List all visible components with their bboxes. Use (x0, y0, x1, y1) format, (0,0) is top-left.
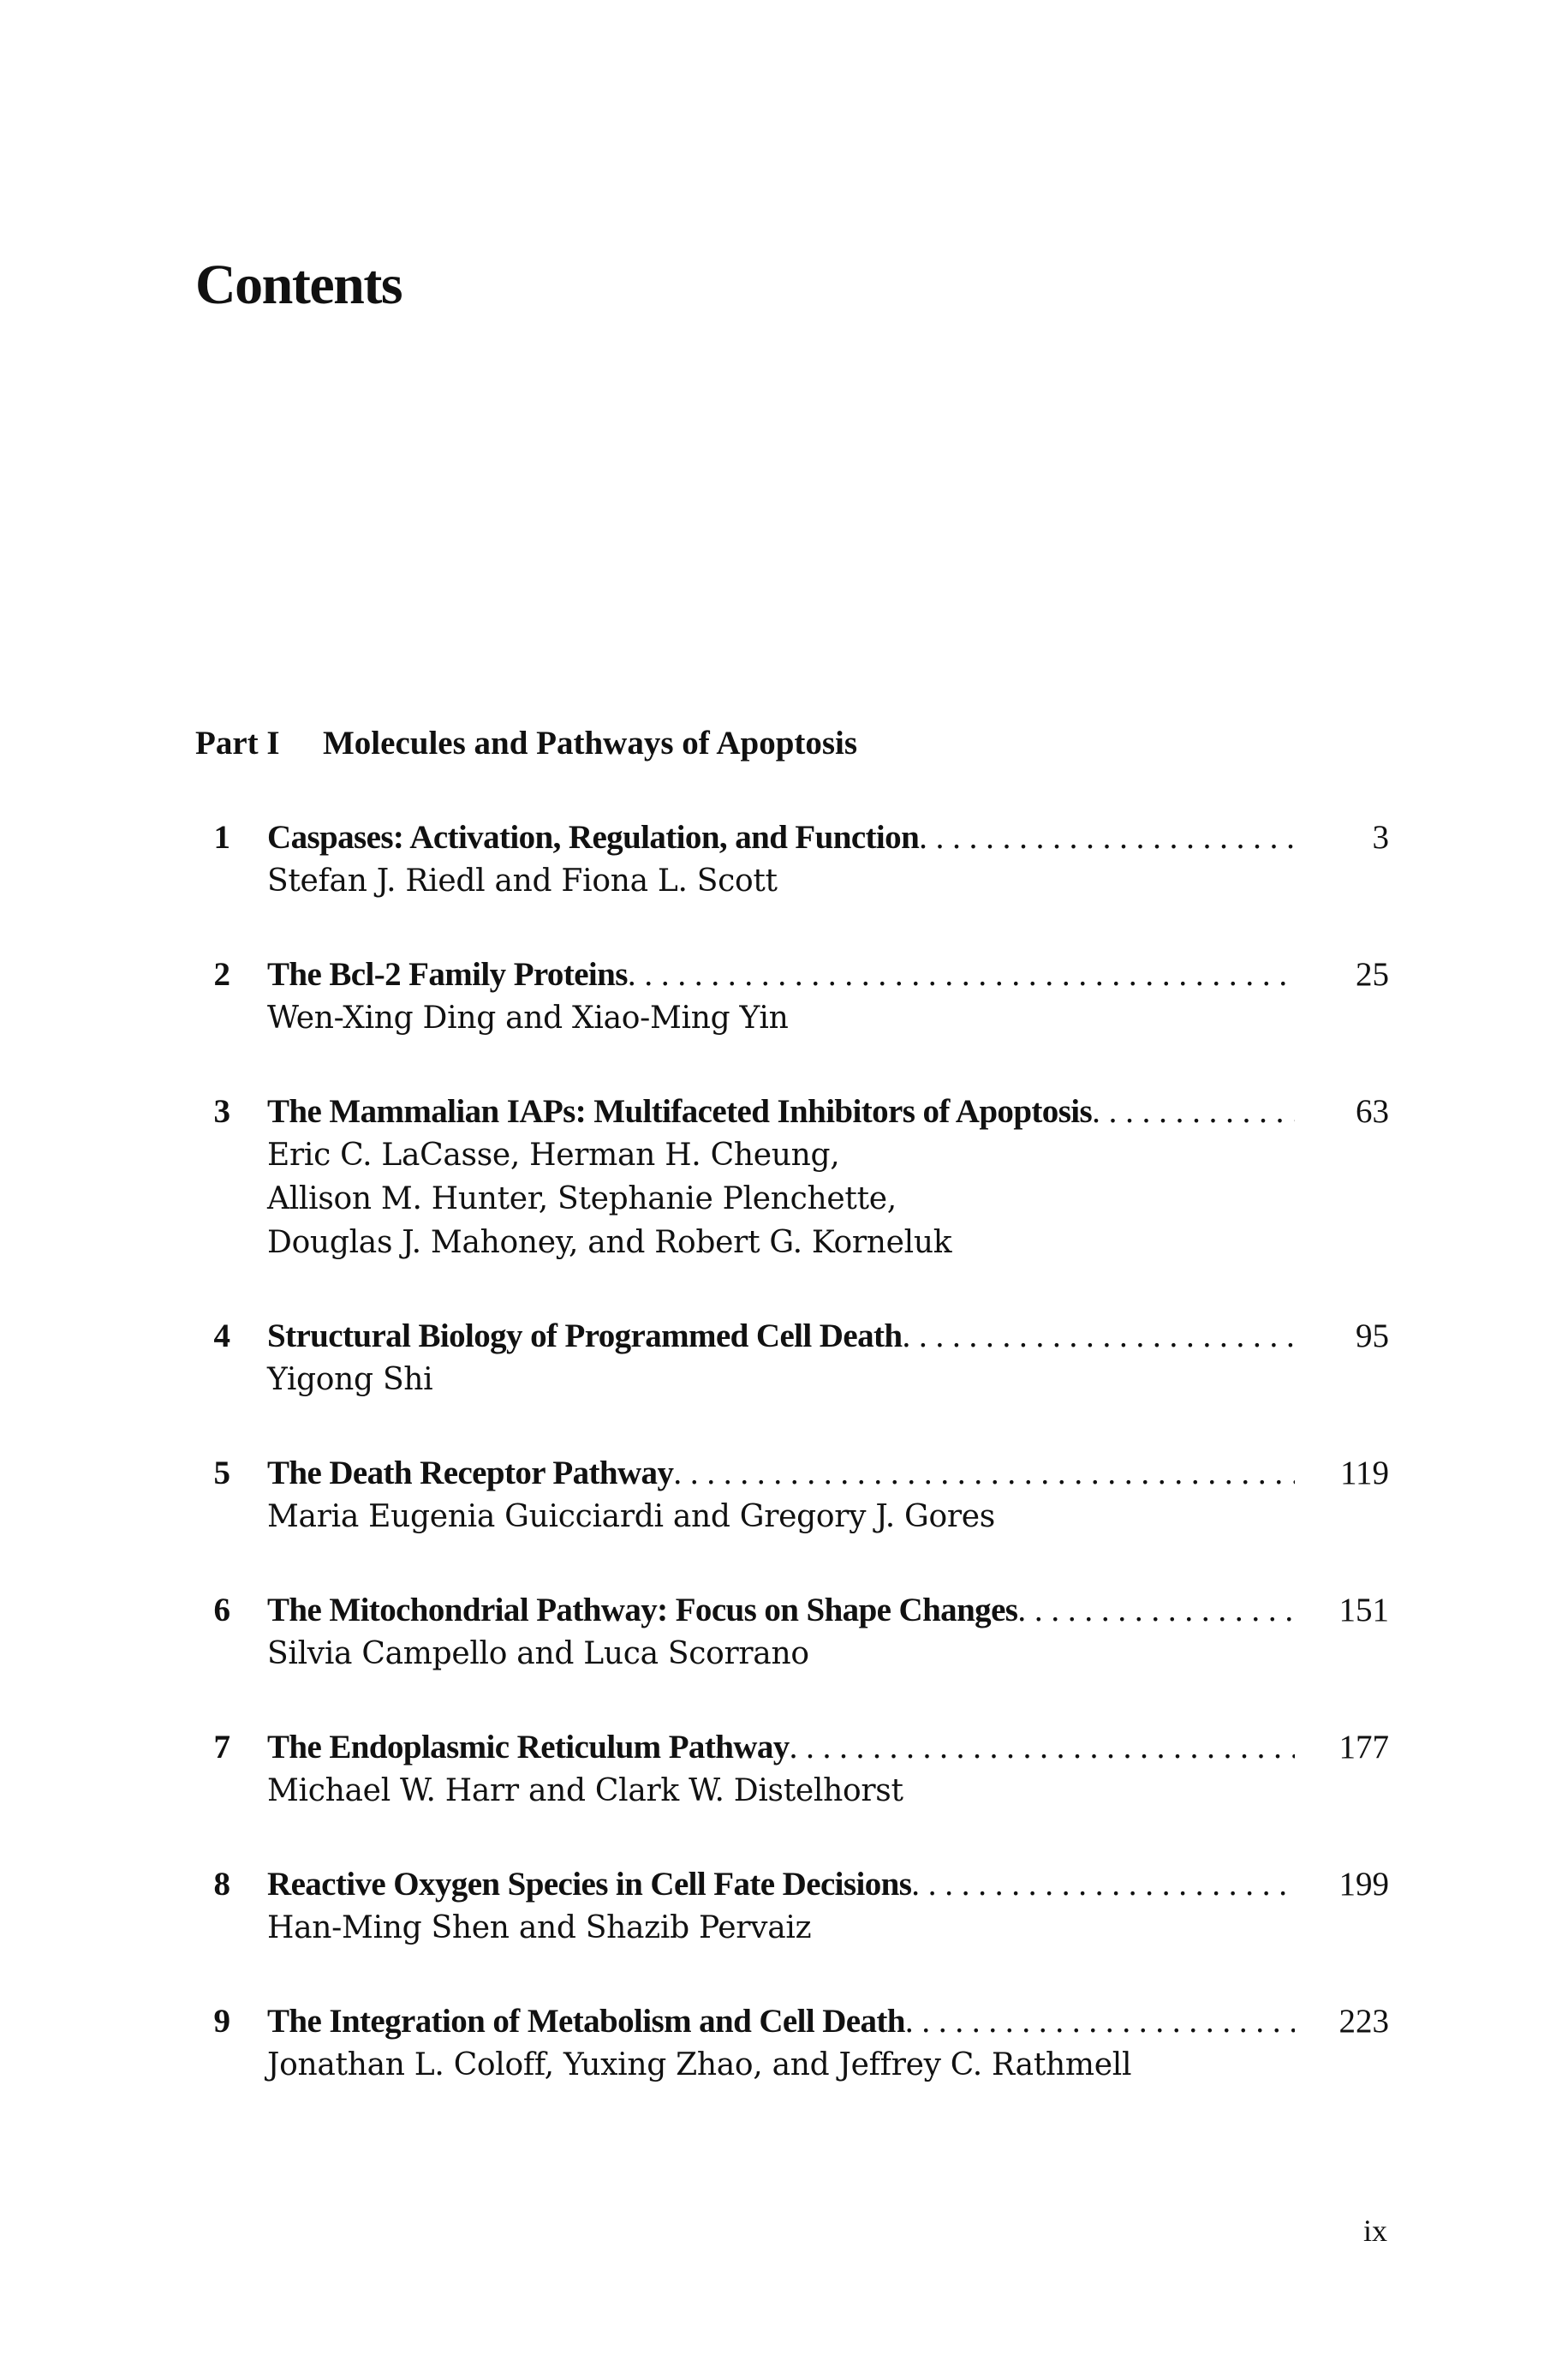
toc-entry (195, 1090, 1389, 1264)
author-line: Eric C. LaCasse, Herman H. Cheung, (267, 1138, 840, 1173)
chapter-title[interactable]: Structural Biology of Programmed Cell Death (267, 1317, 903, 1354)
dot-leader (1092, 1090, 1295, 1133)
author-line: Michael W. Harr and Clark W. Distelhorst (267, 1773, 903, 1808)
chapter-authors (267, 2043, 1389, 2087)
author-line: Douglas J. Mahoney, and Robert G. Korneluk (267, 1225, 952, 1260)
page-number: ix (1362, 2214, 1387, 2248)
chapter-title-row[interactable] (267, 1725, 1389, 1769)
chapter-number: 2 (213, 956, 230, 993)
dot-leader (628, 953, 1295, 996)
dot-leader (911, 1862, 1295, 1906)
part-label: Part I (195, 725, 280, 762)
chapter-number: 4 (213, 1317, 230, 1354)
chapter-page-number: 3 (1372, 819, 1389, 856)
chapter-title-row[interactable] (267, 1862, 1389, 1906)
toc-entry (195, 1999, 1389, 2087)
chapter-title-row[interactable] (267, 1314, 1389, 1358)
chapter-number: 6 (213, 1592, 230, 1628)
chapter-title[interactable]: The Bcl-2 Family Proteins (267, 956, 628, 993)
toc-entry (195, 1588, 1389, 1676)
dot-leader (902, 1314, 1295, 1358)
author-line: Maria Eugenia Guicciardi and Gregory J. Gores (267, 1499, 995, 1534)
chapter-page-number: 177 (1338, 1729, 1389, 1766)
part-title: Molecules and Pathways of Apoptosis (323, 725, 858, 762)
chapter-page-number: 223 (1338, 2003, 1389, 2040)
dot-leader (919, 816, 1295, 859)
chapter-title-row[interactable] (267, 816, 1389, 859)
chapter-title[interactable]: The Integration of Metabolism and Cell Death (267, 2003, 905, 2040)
chapter-title-row[interactable] (267, 1999, 1389, 2043)
chapter-title-row[interactable] (267, 1451, 1389, 1495)
chapter-title-row[interactable] (267, 1588, 1389, 1632)
toc-entry (195, 1451, 1389, 1539)
chapter-title[interactable]: Caspases: Activation, Regulation, and Function (267, 819, 920, 856)
author-line: Jonathan L. Coloff, Yuxing Zhao, and Jeffrey C. Rathmell (267, 2047, 1132, 2082)
table-of-contents (195, 816, 1389, 2136)
dot-leader (905, 1999, 1295, 2043)
chapter-authors (267, 1358, 1389, 1401)
author-line: Yigong Shi (267, 1362, 433, 1397)
author-line: Stefan J. Riedl and Fiona L. Scott (267, 863, 778, 899)
chapter-title[interactable]: Reactive Oxygen Species in Cell Fate Decisions (267, 1866, 912, 1903)
dot-leader (790, 1725, 1295, 1769)
chapter-page-number: 151 (1338, 1592, 1389, 1628)
part-heading (195, 726, 857, 760)
chapter-title[interactable]: The Mammalian IAPs: Multifaceted Inhibitors of Apoptosis (267, 1093, 1093, 1130)
author-line: Silvia Campello and Luca Scorrano (267, 1636, 809, 1671)
toc-entry (195, 953, 1389, 1040)
chapter-title-row[interactable] (267, 953, 1389, 996)
toc-entry (195, 1725, 1389, 1813)
chapter-title-row[interactable] (267, 1090, 1389, 1133)
chapter-number: 9 (213, 2003, 230, 2040)
author-line: Allison M. Hunter, Stephanie Plenchette, (267, 1181, 897, 1216)
toc-entry (195, 1862, 1389, 1950)
chapter-title[interactable]: The Endoplasmic Reticulum Pathway (267, 1729, 790, 1766)
chapter-number: 5 (213, 1455, 230, 1491)
toc-entry (195, 1314, 1389, 1401)
chapter-authors (267, 1632, 1389, 1676)
chapter-title[interactable]: The Death Receptor Pathway (267, 1455, 674, 1491)
author-line: Han-Ming Shen and Shazib Pervaiz (267, 1910, 812, 1945)
chapter-authors (267, 859, 1389, 903)
chapter-authors (267, 1133, 1389, 1264)
chapter-authors (267, 1495, 1389, 1539)
chapter-page-number: 25 (1356, 956, 1389, 993)
chapter-number: 1 (213, 819, 230, 856)
page-title: Contents (195, 254, 402, 316)
chapter-authors (267, 996, 1389, 1040)
chapter-title[interactable]: The Mitochondrial Pathway: Focus on Shape Changes (267, 1592, 1018, 1628)
toc-entry (195, 816, 1389, 903)
chapter-number: 8 (213, 1866, 230, 1903)
dot-leader (1017, 1588, 1295, 1632)
chapter-authors (267, 1906, 1389, 1950)
chapter-number: 3 (213, 1093, 230, 1130)
chapter-authors (267, 1769, 1389, 1813)
chapter-number: 7 (213, 1729, 230, 1766)
author-line: Wen-Xing Ding and Xiao-Ming Yin (267, 1001, 789, 1036)
chapter-page-number: 199 (1338, 1866, 1389, 1903)
chapter-page-number: 95 (1356, 1317, 1389, 1354)
dot-leader (673, 1451, 1295, 1495)
chapter-page-number: 63 (1356, 1093, 1389, 1130)
chapter-page-number: 119 (1339, 1455, 1389, 1491)
